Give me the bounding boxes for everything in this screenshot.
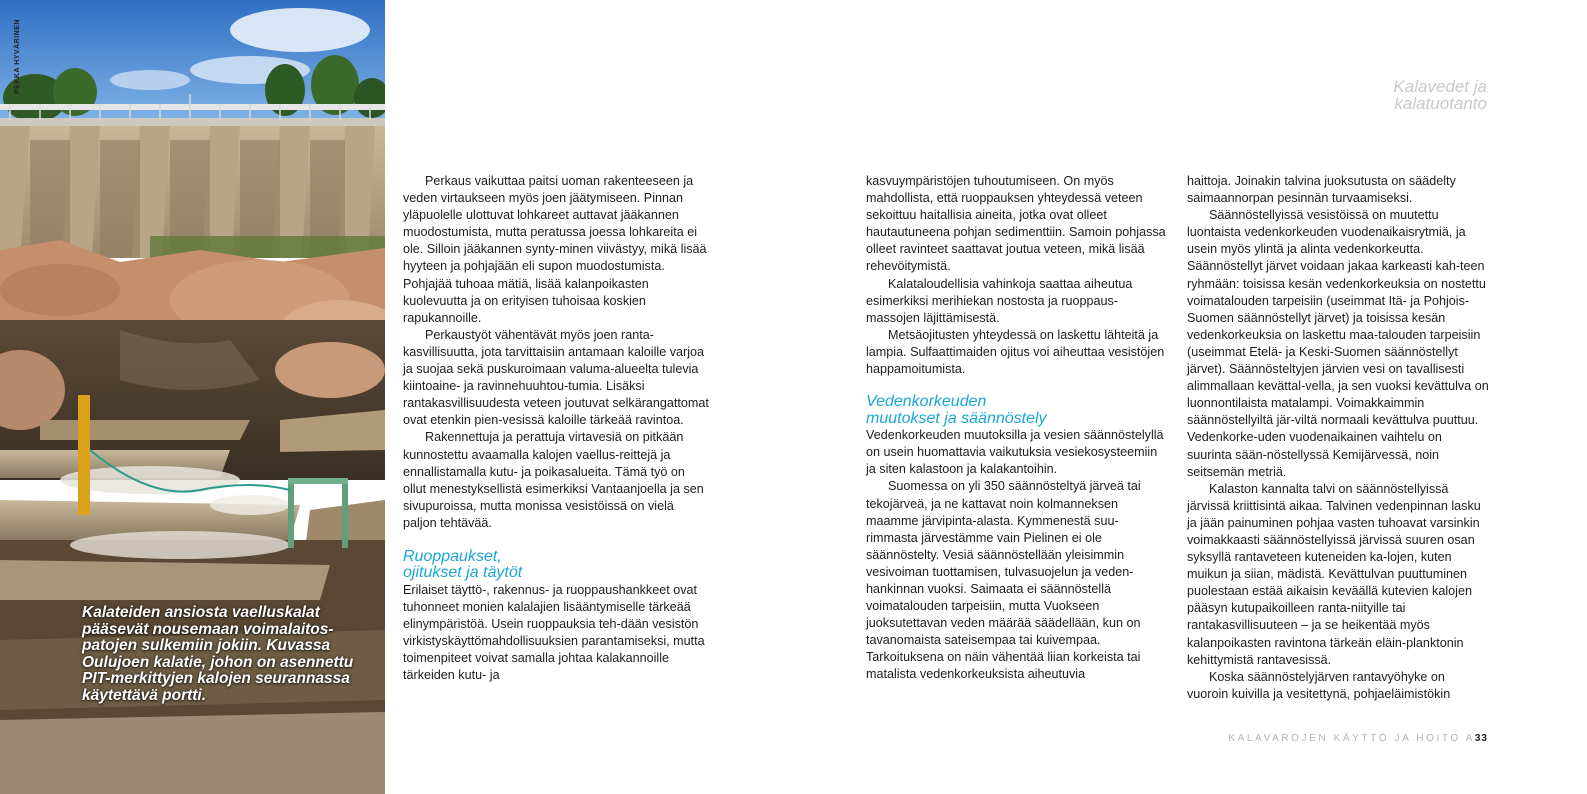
page-number: 33 (1474, 733, 1488, 744)
section-title (1393, 78, 1487, 112)
paragraph: Kalataloudellisia vahinkoja saattaa aiheutua esimerkiksi merihiekan nostosta ja ruoppaus-massojen läjittämisestä. (866, 276, 1133, 325)
subheading-line: Ruoppaukset, (403, 547, 502, 565)
paragraph: Rakennettuja ja perattuja virtavesiä on pitkään kunnostettu avaamalla kalojen vaellus-reittejä ja ennallistamalla kutu- ja poikasalueita. Tämä työ on ollut menestyksellistä esimerkiksi Vantaanjoella ja sen sivupuroissa, mutta monissa vesistöissä on vielä paljon tehtävää. (403, 430, 704, 530)
paragraph: kasvuympäristöjen tuhoutumiseen. On myös mahdollista, että ruoppauksen yhteydessä veteen sekoittuu haitallisia aineita, jotka ovat olleet hautautuneena pohjan sedimenttiin. Samoin pohjassa olleet ravinteet saattavat joutua veteen, mikä lisää rehevöitymistä. (866, 174, 1166, 274)
text-column-2 (866, 173, 1166, 684)
subheading-ruoppaukset (403, 549, 709, 582)
paragraph: Perkaus vaikuttaa paitsi uoman rakenteeseen ja veden virtaukseen myös joen jäätymiseen. Pinnan yläpuolelle ulottuvat lohkareet auttavat jääkannen muodostumista, mutta peratussa joessa lohkareita ei ole. Silloin jääkannen synty-minen viivästyy, mikä lisää hyyteen ja pohjajään eli supon muodostumista. Pohjajää tuhoaa mätiä, lisää kalanpoikasten kuolevuutta ja on erityisen tuhoisaa koskien rapukannoille. (403, 174, 707, 325)
paragraph: Perkaustyöt vähentävät myös joen ranta-kasvillisuutta, jota tarvittaisiin antamaan kaloille varjoa ja suojaa sekä puskuroimaan valuma-alueelta tulevia kiintoaine- ja ravinnehuuhtou-tumia. Lisäksi rantakasvillisuudesta veteen joutuvat selkärangattomat ovat etenkin pien-vesissä kaloille tärkeää ravintoa. (403, 327, 709, 428)
fishway-photo (0, 0, 385, 794)
section-title-line1: Kalavedet ja (1393, 77, 1487, 96)
paragraph: Säännöstellyissä vesistöissä on muutettu luontaista vedenkorkeuden vuodenaikaisrytmiä, ja usein myös ylintä ja alinta vedenkorkeutta. Säännöstellyt järvet voidaan jakaa karkeasti kah-teen ryhmään: toisissa kesän vedenkorkeuksia on nostettu voimatalouden tarpeisiin (useimmat Itä- ja Pohjois-Suomen säännöstellyt järvet) ja toisissa kesän vedenkorkeuksia on laskettu maa-talouden tarpeisiin (useimmat Etelä- ja Keski-Suomen säännöstellyt järvet). Säännösteltyjen järvien vesi on tavallisesti alimmallaan kevättal-vella, ja sen vuoksi kevättulva on luonnontilaista matalampi. Voimakkaimmin säännöstellyiltä jär-viltä normaali kevättulva puuttuu. Vedenkorke-uden vuodenaikainen vaihtelu on suurinta sään-nöstellyssä Kemijärvessä, noin seitsemän metriä. (1187, 208, 1489, 479)
paragraph: Metsäojitusten yhteydessä on laskettu lähteitä ja lampia. Sulfaattimaiden ojitus voi aiheuttaa vesistöjen happamoitumista. (866, 327, 1165, 377)
paragraph: Erilaiset täyttö-, rakennus- ja ruoppaushankkeet ovat tuhonneet monien kalalajien lisääntymiselle tärkeää elinympäristöä. Usein ruoppauksia teh-dään vesistön virkistyskäyttömahdollisuuksien parantamiseksi, mutta toimenpiteet voivat samalla johtaa kalakannoille tärkeiden kutu- ja (403, 582, 705, 683)
subheading-vedenkorkeuden (866, 394, 1166, 427)
page-footer (1228, 733, 1488, 744)
text-column-3 (1187, 173, 1489, 703)
photo-caption: Kalateiden ansiosta vaelluskalat pääsevät nousemaan voimalaitos-patojen sulkemiin jokiin. Kuvassa Oulujoen kalatie, johon on asennettu PIT-merkittyjen kalojen seurannassa käytettävä portti. (82, 604, 354, 704)
paragraph: Kalaston kannalta talvi on säännöstellyissä järvissä kriittisintä aikaa. Talvinen vedenpinnan lasku ja jään painuminen pohjaa vasten tuhoavat varsinkin voimakkaasti säännöstellyissä järvissä suuren osan syksyllä rantaveteen kuteneiden ka-lojen, kuten muikun ja siian, mädistä. Kevättulvan puuttuminen puolestaan estää aikaisin keväällä kutevien kalojen pääsyn kutupaikoilleen ranta-niityille tai rantakasvillisuuteen – ja se heikentää myös kalanpoikasten ravintona tärkeän eläin-planktonin kehittymistä rantavesissä. (1187, 481, 1481, 667)
paragraph: haittoja. Joinakin talvina juoksutusta on säädelty saimaannorpan pesinnän turvaamiseksi. (1187, 174, 1456, 206)
subheading-line: Vedenkorkeuden (866, 393, 987, 411)
section-title-line2: kalatuotanto (1394, 94, 1487, 113)
subheading-line: ojitukset ja täytöt (403, 564, 523, 582)
paragraph: Suomessa on yli 350 säännösteltyä järveä tai tekojärveä, ja ne kattavat noin kolmanneksen maamme järvipinta-alasta. Kymmenestä suu-rimmasta järvestämme vain Pielinen ei ole säännöstelty. Vesiä säännöstellään yleisimmin vesivoiman tuottamisen, tulvasuojelun ja veden-hankinnan vuoksi. Saimaata ei säännöstellä voimatalouden tarpeisiin, mutta Vuokseen juoksutettavan veden määrää säädellään, kun on tavanomaista sateisempaa tai kuivempaa. Tarkoituksena on näin vähentää liian korkeista tai matalista vedenkorkeuksista aiheutuvia (866, 479, 1141, 682)
subheading-line: muutokset ja säännöstely (866, 409, 1047, 427)
text-column-1 (403, 173, 709, 685)
photo-credit: PEKKA HYVÄRINEN (14, 19, 21, 94)
running-title: KALAVAROJEN KÄYTTÖ JA HOITO A (1228, 733, 1475, 744)
paragraph: Koska säännöstelyjärven rantavyöhyke on vuoroin kuivilla ja vesitettynä, pohjaeläimistökin (1187, 669, 1451, 701)
paragraph: Vedenkorkeuden muutoksilla ja vesien säännöstelyllä on usein huomattavia vaikutuksia vesiekosysteemiin ja siten kalastoon ja kalakantoihin. (866, 428, 1164, 477)
